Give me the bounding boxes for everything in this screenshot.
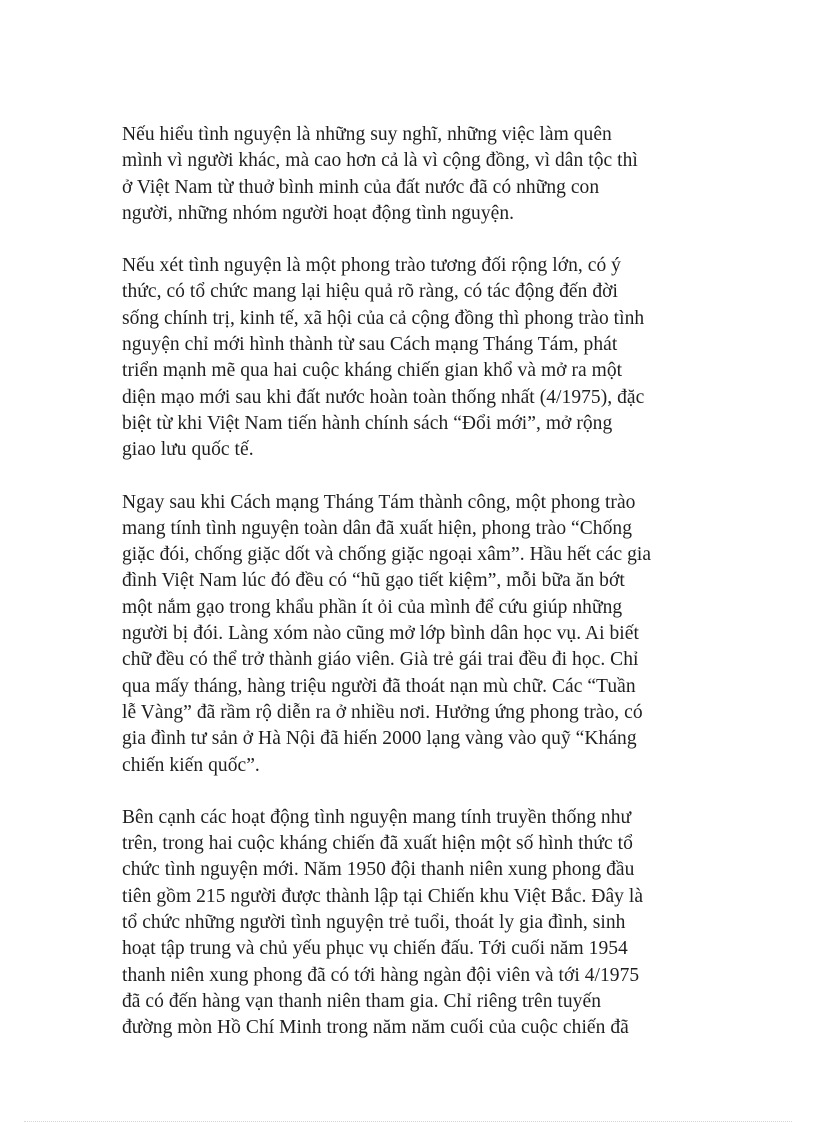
paragraph-4: Bên cạnh các hoạt động tình nguyện mang tính truyền thống như trên, trong hai cuộc kháng chiến đã xuất hiện một số hình thức tổ chức tình nguyện mới. Năm 1950 đội thanh niên xung phong đầu tiên gồm 215 người được thành lập tại Chiến khu Việt Bắc. Đây là tổ chức những người tình nguyện trẻ tuổi, thoát ly gia đình, sinh hoạt tập trung và chủ yếu phục vụ chiến đấu. Tới cuối năm 1954 thanh niên xung phong đã có tới hàng ngàn đội viên và tới 4/1975 đã có đến hàng vạn thanh niên tham gia. Chỉ riêng trên tuyến đường mòn Hồ Chí Minh trong năm năm cuối của cuộc chiến đã: [122, 806, 644, 1039]
paragraph-2: Nếu xét tình nguyện là một phong trào tương đối rộng lớn, có ý thức, có tổ chức mang lại hiệu quả rõ ràng, có tác động đến đời sống chính trị, kinh tế, xã hội của cả cộng đồng thì phong trào tình nguyện chỉ mới hình thành từ sau Cách mạng Tháng Tám, phát triển mạnh mẽ qua hai cuộc kháng chiến gian khổ và mở ra một diện mạo mới sau khi đất nước hoàn toàn thống nhất (4/1975), đặc biệt từ khi Việt Nam tiến hành chính sách “Đổi mới”, mở rộng giao lưu quốc tế.: [122, 255, 645, 461]
page-bottom-divider: [24, 1121, 792, 1122]
paragraph-1: Nếu hiểu tình nguyện là những suy nghĩ, những việc làm quên mình vì người khác, mà cao hơn cả là vì cộng đồng, vì dân tộc thì ở Việt Nam từ thuở bình minh của đất nước đã có những con người, những nhóm người hoạt động tình nguyện.: [122, 124, 638, 224]
document-body: [122, 122, 688, 1068]
paragraph-3: Ngay sau khi Cách mạng Tháng Tám thành công, một phong trào mang tính tình nguyện toàn dân đã xuất hiện, phong trào “Chống giặc đói, chống giặc dốt và chống giặc ngoại xâm”. Hầu hết các gia đình Việt Nam lúc đó đều có “hũ gạo tiết kiệm”, mỗi bữa ăn bớt một nắm gạo trong khẩu phần ít ỏi của mình để cứu giúp những người bị đói. Làng xóm nào cũng mở lớp bình dân học vụ. Ai biết chữ đều có thể trở thành giáo viên. Già trẻ gái trai đều đi học. Chỉ qua mấy tháng, hàng triệu người đã thoát nạn mù chữ. Các “Tuần lễ Vàng” đã rầm rộ diễn ra ở nhiều nơi. Hưởng ứng phong trào, có gia đình tư sản ở Hà Nội đã hiến 2000 lạng vàng vào quỹ “Kháng chiến kiến quốc”.: [122, 491, 652, 776]
